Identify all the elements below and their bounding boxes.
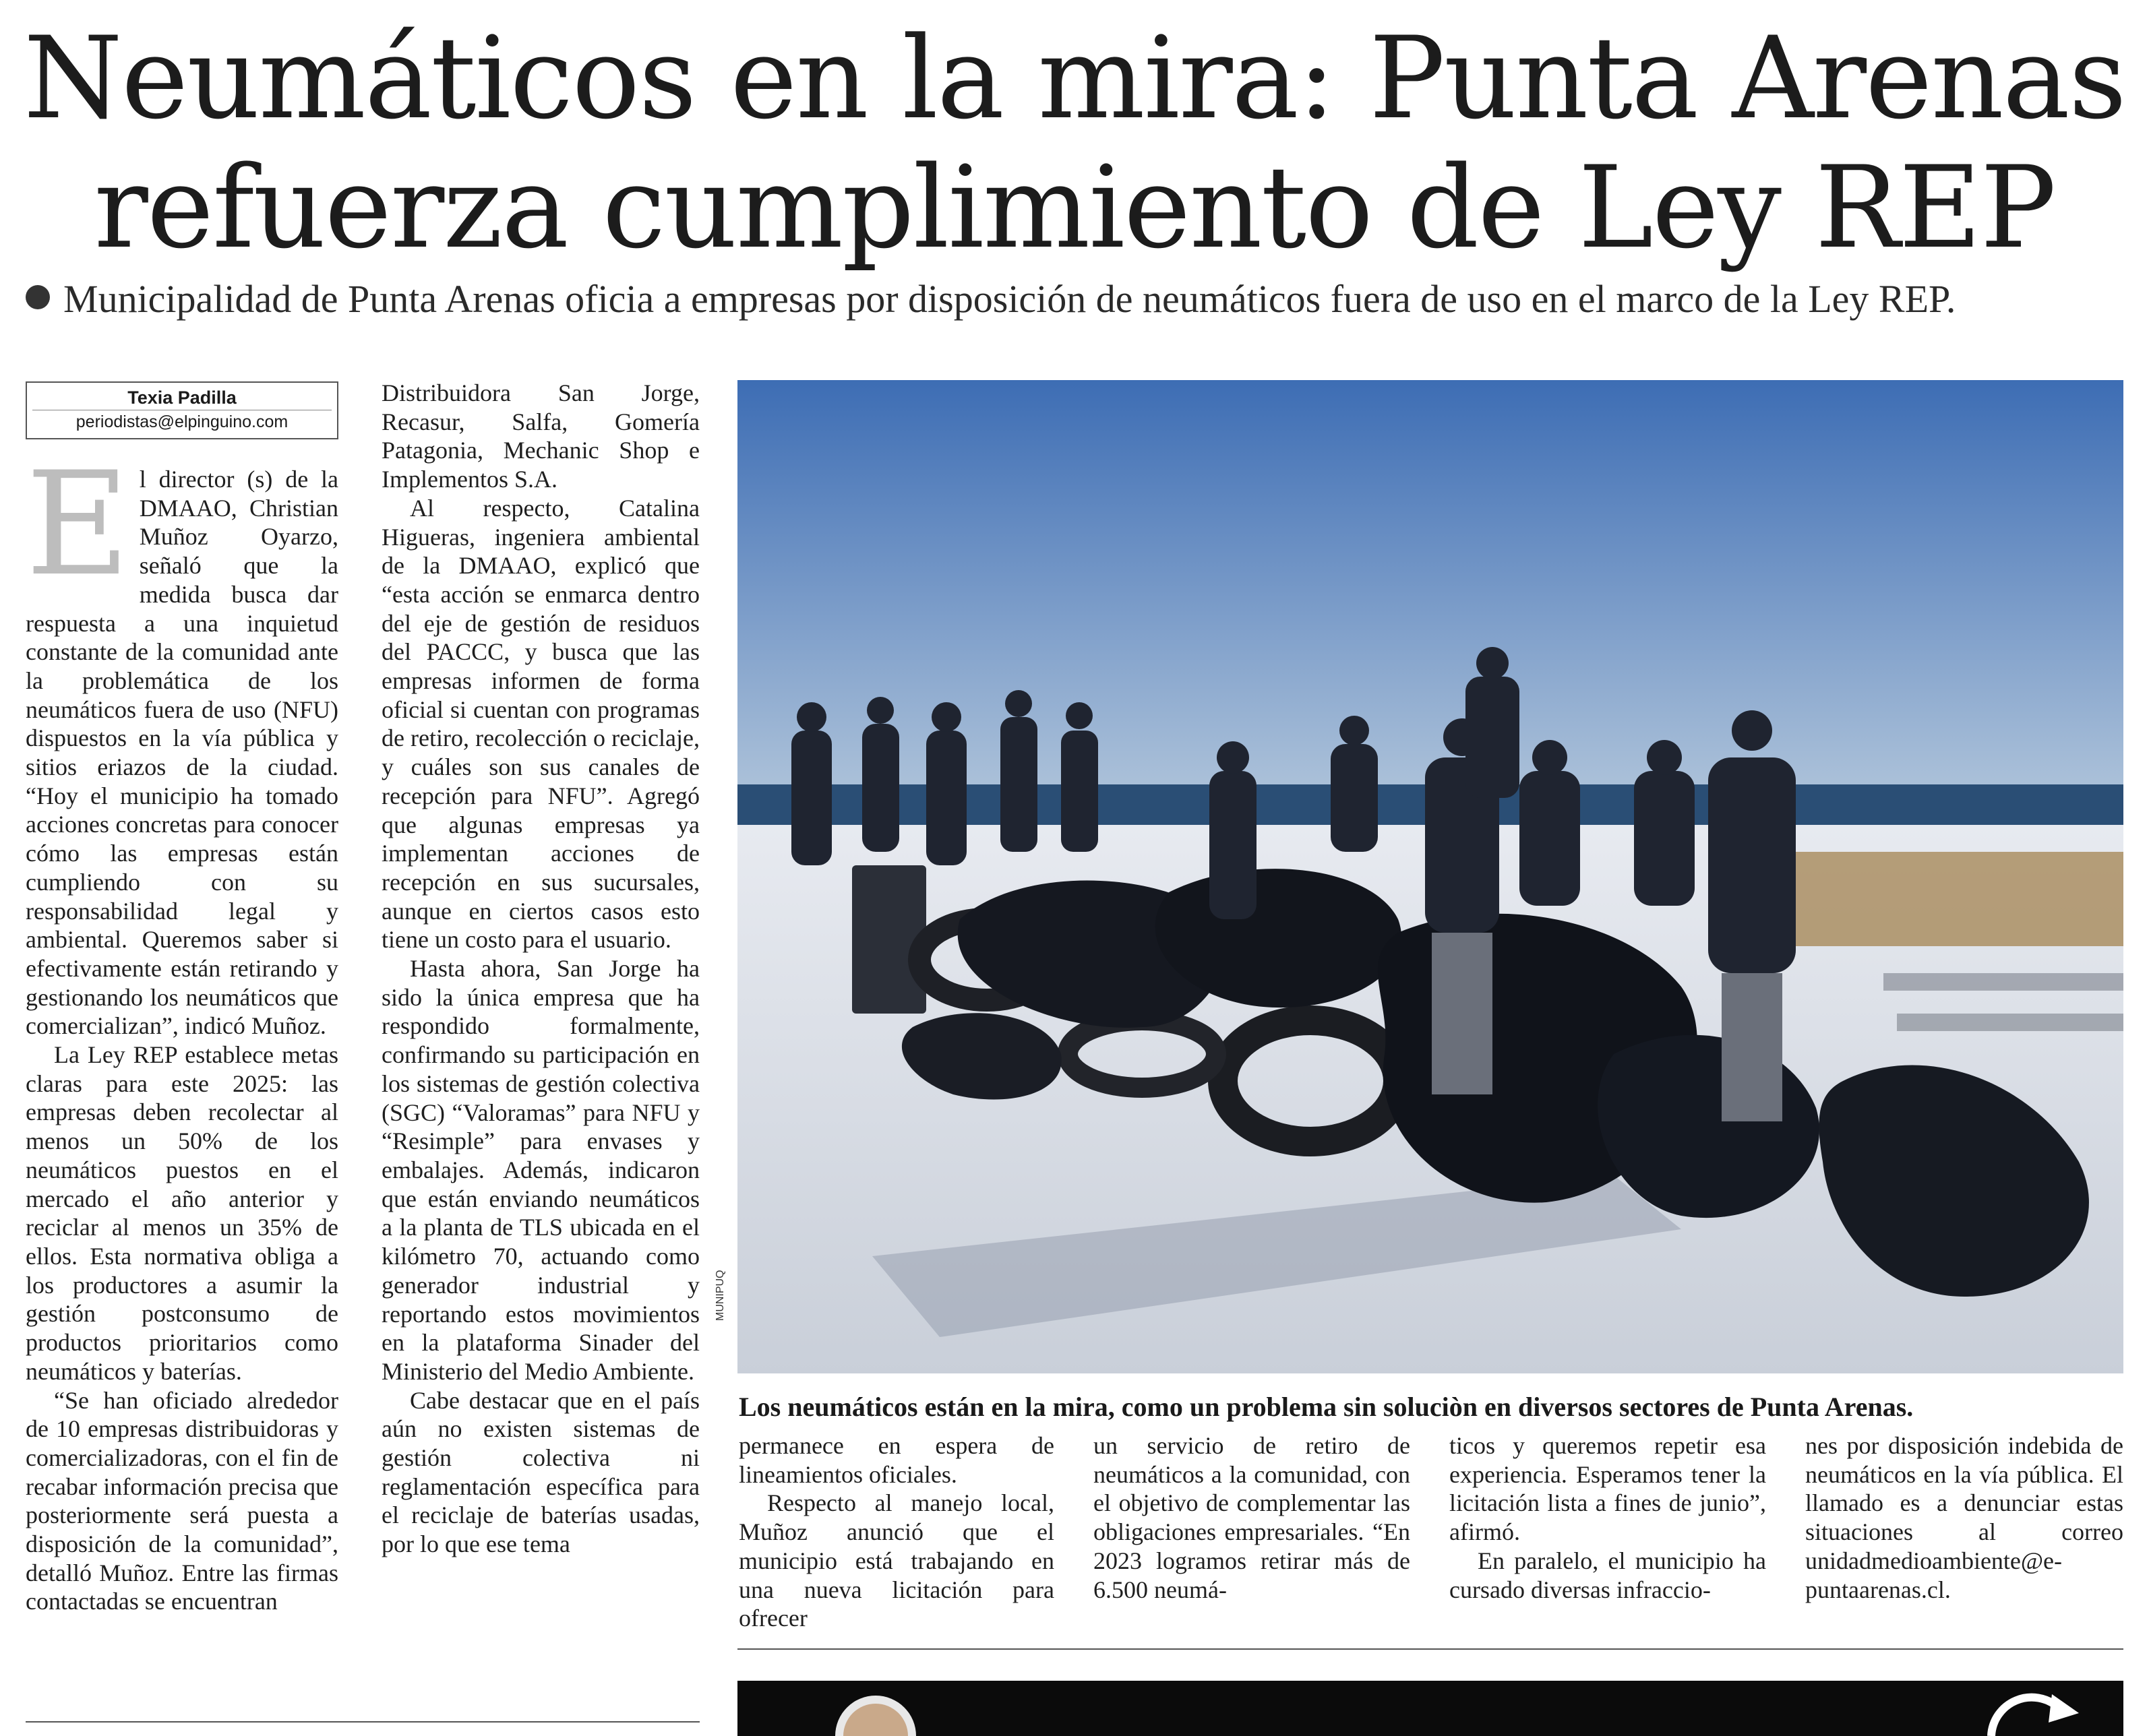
advertisement-strip (737, 1681, 2123, 1736)
steps (1897, 1014, 2123, 1031)
paragraph: Hasta ahora, San Jorge ha sido la única empresa que ha respondido formalmente, confirmando su participación en los sistemas de gestión colectiva (SGC) “Valoramas” para NFU y “Resimple” para envases y embalajes. Además, indicaron que están enviando neumáticos a la planta de TLS ubicada en el kilómetro 70, actuando como generador industrial y reportando estos movimientos en la plataforma Sinader del Ministerio del Medio Ambiente. (382, 955, 700, 1385)
paragraph: Respecto al manejo local, Muñoz anunció que el municipio está trabajando en una nueva licitación para ofrecer (739, 1489, 1054, 1632)
article-column-6 (1805, 1431, 2123, 1604)
article-column-4 (1093, 1431, 1410, 1604)
article-column-1 (26, 441, 338, 1616)
ad-graphics (737, 1681, 2123, 1736)
subheadline-text: Municipalidad de Punta Arenas oficia a empresas por disposición de neumáticos fuera de uso en el marco de la Ley REP. (63, 277, 1956, 321)
paragraph: “Se han oficiado alrededor de 10 empresas distribuidoras y comercializadoras, con el fin de recabar información precisa que posteriormente será puesta a disposición de la comunidad”, detalló Muñoz. Entre las firmas contactadas se encuentran (26, 1386, 338, 1615)
paragraph: En paralelo, el municipio ha cursado diversas infraccio- (1449, 1547, 1766, 1603)
dry-grass (1789, 852, 2123, 946)
article-photo (737, 380, 2123, 1373)
article-column-2 (382, 379, 700, 1559)
ad-arrow-head-icon (2049, 1694, 2079, 1723)
paragraph: Distribuidora San Jorge, Recasur, Salfa, Gomería Patagonia, Mechanic Shop e Implementos S.A. (382, 379, 700, 493)
photo-caption: Los neumáticos están en la mira, como un problema sin soluciòn en diversos sectores de Punta Arenas. (739, 1392, 1914, 1422)
column-divider (26, 1721, 700, 1723)
paragraph: permanece en espera de lineamientos oficiales. (739, 1432, 1054, 1488)
article-column-3 (739, 1431, 1054, 1633)
photo-credit: MUNIPUQ (715, 1270, 726, 1321)
article-column-5 (1449, 1431, 1766, 1604)
steps (1883, 973, 2123, 991)
ad-arrow-icon (1991, 1698, 2059, 1736)
paragraph: l director (s) de la DMAAO, Christian Muñoz Oyarzo, señaló que la medida busca dar respuesta a una inquietud constante de la comunidad ante la problemática de los neumáticos fuera de uso (NFU) dispuestos en la vía pública y sitios eriazos de la ciudad. “Hoy el municipio ha tomado acciones concretas para conocer cómo las empresas están cumpliendo con su responsabilidad legal y ambiental. Queremos saber si efectivamente están retirando y gestionando los neumáticos que comercializan”, indicó Muñoz. (26, 466, 338, 1040)
headline (0, 13, 2149, 272)
headline-line-1: Neumáticos en la mira: Punta Arenas (23, 12, 2126, 144)
paragraph: Al respecto, Catalina Higueras, ingeniera ambiental de la DMAAO, explicó que “esta acción se enmarca dentro del eje de gestión de residuos del PACCC, y busca que las empresas informen de forma oficial si cuentan con programas de retiro, recolección o reciclaje, y cuáles son sus canales de recepción para NFU”. Agregó que algunas empresas ya implementan acciones de recepción en sus sucursales, aunque en ciertos casos esto tiene un costo para el usuario. (382, 494, 700, 954)
drop-cap: E (26, 441, 130, 607)
bullet-icon (26, 285, 50, 309)
paragraph: La Ley REP establece metas claras para este 2025: las empresas deben recolectar al menos un 50% de los neumáticos puestos en el mercado el año anterior y reciclar al menos un 35% de ellos. Esta normativa obliga a los productores a asumir la gestión postconsumo de productos prioritarios como neumáticos y baterías. (26, 1041, 338, 1385)
section-divider (737, 1648, 2123, 1650)
paragraph: Cabe destacar que en el país aún no existen sistemas de gestión colectiva ni reglamentación específica para el reciclaje de baterías usadas, por lo que ese tema (382, 1386, 700, 1558)
byline-author: Texia Padilla (127, 388, 237, 408)
byline-box (26, 381, 338, 439)
byline-email: periodistas@elpinguino.com (32, 410, 332, 433)
paragraph: ticos y queremos repetir esa experiencia. Esperamos tener la licitación lista a fines de junio”, afirmó. (1449, 1432, 1766, 1546)
paragraph: un servicio de retiro de neumáticos a la comunidad, con el objetivo de complementar las obligaciones empresariales. “En 2023 logramos retirar más de 6.500 neumá- (1093, 1432, 1410, 1603)
headline-line-2: refuerza cumplimiento de Ley REP (94, 142, 2055, 274)
paragraph: nes por disposición indebida de neumáticos en la vía pública. El llamado es a denunciar estas situaciones al correo unidadmedioambiente@e-puntaarenas.cl. (1805, 1432, 2123, 1603)
photo-illustration (737, 380, 2123, 1373)
subheadline (26, 272, 2129, 326)
